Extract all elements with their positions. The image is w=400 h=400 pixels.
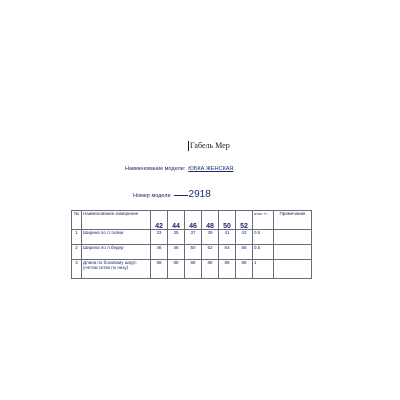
row-value: 88 bbox=[185, 260, 202, 279]
row-value: 88 bbox=[151, 260, 168, 279]
row-value: 54 bbox=[219, 245, 236, 260]
row-value: 39 bbox=[202, 230, 219, 245]
row-value: 88 bbox=[202, 260, 219, 279]
document-title: Габель Мер bbox=[190, 141, 230, 150]
row-value: 37 bbox=[185, 230, 202, 245]
header-size-44: 44 bbox=[168, 211, 185, 230]
header-size-50: 50 bbox=[219, 211, 236, 230]
row-tolerance: 1 bbox=[253, 260, 274, 279]
row-value: 35 bbox=[168, 230, 185, 245]
row-value: 88 bbox=[168, 260, 185, 279]
size-chart-table bbox=[71, 210, 312, 279]
model-number-label: Номер модели bbox=[133, 193, 171, 199]
row-note bbox=[274, 230, 312, 245]
row-value: 43 bbox=[236, 230, 253, 245]
header-size-42: 42 bbox=[151, 211, 168, 230]
row-value: 56 bbox=[236, 245, 253, 260]
header-name: Наименование измерения bbox=[82, 211, 151, 230]
row-num: 3 bbox=[72, 260, 82, 279]
row-note bbox=[274, 245, 312, 260]
table-row bbox=[72, 260, 312, 279]
header-size-48: 48 bbox=[202, 211, 219, 230]
row-value: 88 bbox=[219, 260, 236, 279]
row-value: 52 bbox=[202, 245, 219, 260]
row-name: Ширина по л.талии bbox=[82, 230, 151, 245]
row-value: 33 bbox=[151, 230, 168, 245]
header-num: № bbox=[72, 211, 82, 230]
row-value: 41 bbox=[219, 230, 236, 245]
title-cursor-bar bbox=[188, 141, 189, 151]
model-name-label: Наименование модели: bbox=[125, 166, 186, 172]
header-size-52: 52 bbox=[236, 211, 253, 230]
row-tolerance: 0.5 bbox=[253, 245, 274, 260]
model-name-row bbox=[125, 166, 233, 172]
row-value: 46 bbox=[151, 245, 168, 260]
row-value: 48 bbox=[168, 245, 185, 260]
model-number-row bbox=[133, 189, 211, 200]
row-value: 88 bbox=[236, 260, 253, 279]
model-name-value: ЮБКА ЖЕНСКАЯ bbox=[188, 166, 234, 172]
row-num: 1 bbox=[72, 230, 82, 245]
model-number-value: 2918 bbox=[188, 189, 211, 200]
row-name: Ширина по л.бедер bbox=[82, 245, 151, 260]
header-size-46: 46 bbox=[185, 211, 202, 230]
row-tolerance: 0.5 bbox=[253, 230, 274, 245]
model-number-blank-line bbox=[174, 195, 188, 196]
table-row bbox=[72, 230, 312, 245]
row-name: Длина по боковому шву(с учетом сетки по низу) bbox=[82, 260, 151, 279]
header-note: Примечания bbox=[274, 211, 312, 230]
header-tolerance: откл +/- bbox=[253, 211, 274, 230]
row-note bbox=[274, 260, 312, 279]
table-header-row bbox=[72, 211, 312, 230]
row-value: 50 bbox=[185, 245, 202, 260]
table-row bbox=[72, 245, 312, 260]
row-num: 2 bbox=[72, 245, 82, 260]
